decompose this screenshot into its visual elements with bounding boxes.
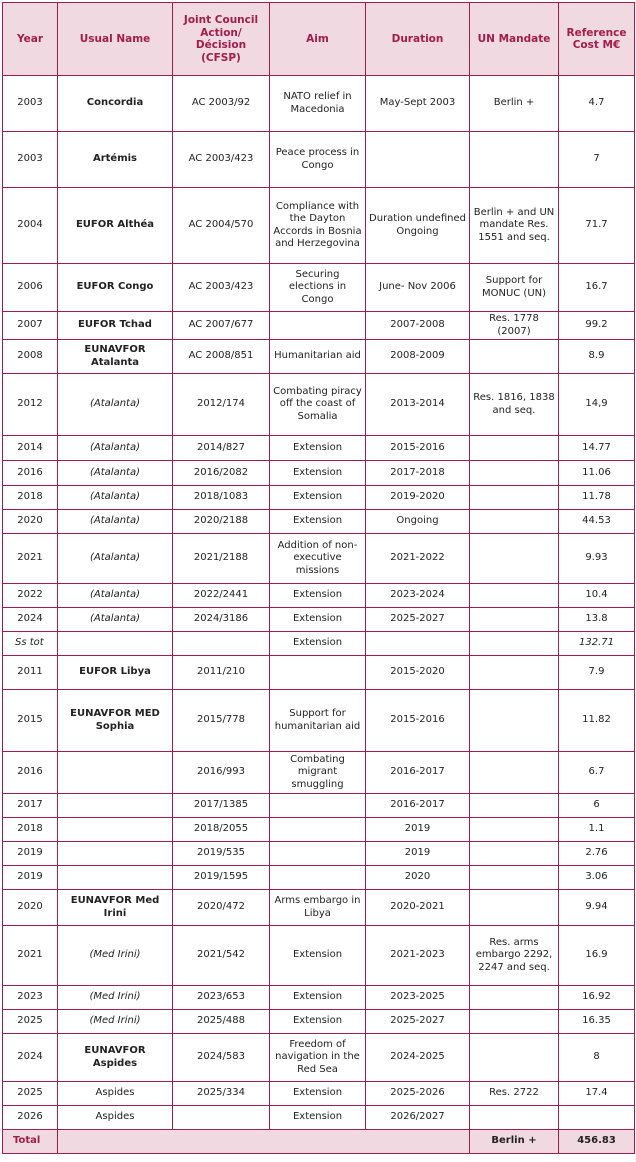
council-action-cell: 2015/778 [173, 690, 270, 752]
council-action-cell: 2019/535 [173, 842, 270, 866]
duration-cell: 2025-2027 [366, 608, 470, 632]
un-mandate-cell [470, 340, 559, 374]
usual-name-cell [58, 866, 173, 890]
un-mandate-cell [470, 510, 559, 534]
aim-cell: Extension [270, 1010, 366, 1034]
aim-cell: Extension [270, 584, 366, 608]
aim-cell: Arms embargo in Libya [270, 890, 366, 926]
usual-name-cell [58, 752, 173, 794]
reference-cost-cell: 44.53 [559, 510, 635, 534]
table-row [3, 76, 635, 132]
un-mandate-cell: Res. 1778 (2007) [470, 312, 559, 340]
un-mandate-cell [470, 436, 559, 461]
council-action-cell: 2020/2188 [173, 510, 270, 534]
aim-cell: Extension [270, 632, 366, 656]
header-row [3, 3, 635, 76]
usual-name-cell [58, 794, 173, 818]
council-action-cell: 2018/2055 [173, 818, 270, 842]
usual-name-cell: (Med Irini) [58, 926, 173, 986]
un-mandate-cell [470, 584, 559, 608]
council-action-cell: 2025/488 [173, 1010, 270, 1034]
table-row [3, 818, 635, 842]
year-cell: 2019 [3, 842, 58, 866]
aim-cell: Humanitarian aid [270, 340, 366, 374]
usual-name-cell: Aspides [58, 1082, 173, 1106]
aim-cell: Freedom of navigation in the Red Sea [270, 1034, 366, 1082]
table-row [3, 340, 635, 374]
un-mandate-cell [470, 690, 559, 752]
un-mandate-cell [470, 752, 559, 794]
total-spacer [58, 1130, 470, 1154]
usual-name-cell: EUNAVFOR Atalanta [58, 340, 173, 374]
year-cell: 2025 [3, 1010, 58, 1034]
reference-cost-cell: 16.9 [559, 926, 635, 986]
year-cell: 2017 [3, 794, 58, 818]
reference-cost-cell [559, 1106, 635, 1130]
un-mandate-cell [470, 890, 559, 926]
duration-cell: June- Nov 2006 [366, 264, 470, 312]
council-action-cell: 2014/827 [173, 436, 270, 461]
duration-cell: 2024-2025 [366, 1034, 470, 1082]
un-mandate-cell [470, 486, 559, 510]
usual-name-cell: Concordia [58, 76, 173, 132]
duration-cell: 2015-2016 [366, 690, 470, 752]
duration-cell: 2016-2017 [366, 752, 470, 794]
header-un-mandate: UN Mandate [470, 3, 559, 76]
year-cell: Ss tot [3, 632, 58, 656]
usual-name-cell: EUNAVFOR MED Sophia [58, 690, 173, 752]
reference-cost-cell: 9.93 [559, 534, 635, 584]
usual-name-cell: (Atalanta) [58, 584, 173, 608]
un-mandate-cell: Res. 2722 [470, 1082, 559, 1106]
duration-cell: 2019 [366, 818, 470, 842]
year-cell: 2018 [3, 818, 58, 842]
year-cell: 2026 [3, 1106, 58, 1130]
aim-cell [270, 842, 366, 866]
aim-cell: Peace process in Congo [270, 132, 366, 188]
council-action-cell: AC 2008/851 [173, 340, 270, 374]
duration-cell [366, 632, 470, 656]
operations-table [2, 2, 635, 1154]
year-cell: 2015 [3, 690, 58, 752]
reference-cost-cell: 10.4 [559, 584, 635, 608]
aim-cell: Extension [270, 1082, 366, 1106]
table-row [3, 986, 635, 1010]
year-cell: 2003 [3, 76, 58, 132]
un-mandate-cell [470, 986, 559, 1010]
table-row [3, 486, 635, 510]
aim-cell [270, 866, 366, 890]
council-action-cell: 2021/542 [173, 926, 270, 986]
reference-cost-cell: 11.06 [559, 461, 635, 486]
reference-cost-cell: 11.82 [559, 690, 635, 752]
year-cell: 2021 [3, 926, 58, 986]
duration-cell: 2021-2022 [366, 534, 470, 584]
reference-cost-cell: 16.35 [559, 1010, 635, 1034]
duration-cell: 2023-2024 [366, 584, 470, 608]
year-cell: 2024 [3, 608, 58, 632]
council-action-cell: 2016/2082 [173, 461, 270, 486]
council-action-cell: 2023/653 [173, 986, 270, 1010]
usual-name-cell [58, 632, 173, 656]
table-row [3, 1010, 635, 1034]
un-mandate-cell: Res. 1816, 1838 and seq. [470, 374, 559, 436]
council-action-cell: 2025/334 [173, 1082, 270, 1106]
council-action-cell: AC 2004/570 [173, 188, 270, 264]
council-action-cell: 2022/2441 [173, 584, 270, 608]
year-cell: 2020 [3, 510, 58, 534]
duration-cell: 2019 [366, 842, 470, 866]
table-row [3, 374, 635, 436]
un-mandate-cell [470, 632, 559, 656]
year-cell: 2022 [3, 584, 58, 608]
usual-name-cell: (Atalanta) [58, 374, 173, 436]
usual-name-cell: EUNAVFOR Aspides [58, 1034, 173, 1082]
reference-cost-cell: 16.7 [559, 264, 635, 312]
council-action-cell: 2018/1083 [173, 486, 270, 510]
aim-cell [270, 312, 366, 340]
aim-cell: Securing elections in Congo [270, 264, 366, 312]
usual-name-cell: Artémis [58, 132, 173, 188]
total-cost: 456.83 [559, 1130, 635, 1154]
reference-cost-cell: 8.9 [559, 340, 635, 374]
usual-name-cell: EUFOR Althéa [58, 188, 173, 264]
usual-name-cell: (Med Irini) [58, 1010, 173, 1034]
council-action-cell: 2019/1595 [173, 866, 270, 890]
year-cell: 2018 [3, 486, 58, 510]
un-mandate-cell [470, 1010, 559, 1034]
un-mandate-cell: Berlin + and UN mandate Res. 1551 and seq. [470, 188, 559, 264]
usual-name-cell: (Atalanta) [58, 436, 173, 461]
reference-cost-cell: 6 [559, 794, 635, 818]
table-row [3, 510, 635, 534]
council-action-cell: 2021/2188 [173, 534, 270, 584]
year-cell: 2006 [3, 264, 58, 312]
table-row [3, 890, 635, 926]
reference-cost-cell: 1.1 [559, 818, 635, 842]
year-cell: 2024 [3, 1034, 58, 1082]
aim-cell: Extension [270, 1106, 366, 1130]
duration-cell: 2025-2026 [366, 1082, 470, 1106]
reference-cost-cell: 7 [559, 132, 635, 188]
aim-cell: Combating piracy off the coast of Somalia [270, 374, 366, 436]
duration-cell: 2015-2020 [366, 656, 470, 690]
reference-cost-cell: 4.7 [559, 76, 635, 132]
reference-cost-cell: 6.7 [559, 752, 635, 794]
total-label: Total [3, 1130, 58, 1154]
aim-cell [270, 656, 366, 690]
duration-cell [366, 132, 470, 188]
table-row [3, 312, 635, 340]
table-row [3, 1034, 635, 1082]
aim-cell: Combating migrant smuggling [270, 752, 366, 794]
duration-cell: 2016-2017 [366, 794, 470, 818]
reference-cost-cell: 14.77 [559, 436, 635, 461]
council-action-cell: AC 2003/423 [173, 264, 270, 312]
reference-cost-cell: 9.94 [559, 890, 635, 926]
table-row [3, 656, 635, 690]
reference-cost-cell: 14,9 [559, 374, 635, 436]
aim-cell: Extension [270, 461, 366, 486]
duration-cell: May-Sept 2003 [366, 76, 470, 132]
aim-cell: Extension [270, 486, 366, 510]
duration-cell: 2008-2009 [366, 340, 470, 374]
reference-cost-cell: 71.7 [559, 188, 635, 264]
duration-cell: 2025-2027 [366, 1010, 470, 1034]
duration-cell: 2007-2008 [366, 312, 470, 340]
council-action-cell: 2024/3186 [173, 608, 270, 632]
usual-name-cell: (Atalanta) [58, 510, 173, 534]
aim-cell: NATO relief in Macedonia [270, 76, 366, 132]
year-cell: 2004 [3, 188, 58, 264]
un-mandate-cell [470, 461, 559, 486]
un-mandate-cell [470, 534, 559, 584]
duration-cell: 2019-2020 [366, 486, 470, 510]
header-council-action: Joint Council Action/ Décision (CFSP) [173, 3, 270, 76]
un-mandate-cell [470, 1034, 559, 1082]
usual-name-cell: (Atalanta) [58, 486, 173, 510]
table-row [3, 866, 635, 890]
total-row [3, 1130, 635, 1154]
table-row [3, 264, 635, 312]
duration-cell: 2015-2016 [366, 436, 470, 461]
aim-cell [270, 818, 366, 842]
aim-cell: Support for humanitarian aid [270, 690, 366, 752]
usual-name-cell: EUNAVFOR Med Irini [58, 890, 173, 926]
council-action-cell: 2024/583 [173, 1034, 270, 1082]
reference-cost-cell: 132.71 [559, 632, 635, 656]
year-cell: 2014 [3, 436, 58, 461]
un-mandate-cell [470, 608, 559, 632]
reference-cost-cell: 99.2 [559, 312, 635, 340]
un-mandate-cell [470, 842, 559, 866]
subtotal-row [3, 632, 635, 656]
un-mandate-cell: Support for MONUC (UN) [470, 264, 559, 312]
table-row [3, 534, 635, 584]
table-row [3, 436, 635, 461]
aim-cell: Extension [270, 608, 366, 632]
duration-cell: 2020 [366, 866, 470, 890]
un-mandate-cell [470, 132, 559, 188]
reference-cost-cell: 3.06 [559, 866, 635, 890]
council-action-cell [173, 1106, 270, 1130]
usual-name-cell: (Atalanta) [58, 534, 173, 584]
un-mandate-cell: Res. arms embargo 2292, 2247 and seq. [470, 926, 559, 986]
council-action-cell: 2017/1385 [173, 794, 270, 818]
year-cell: 2025 [3, 1082, 58, 1106]
aim-cell: Extension [270, 926, 366, 986]
table-row [3, 188, 635, 264]
table-row [3, 842, 635, 866]
un-mandate-cell [470, 1106, 559, 1130]
council-action-cell: AC 2007/677 [173, 312, 270, 340]
council-action-cell: 2016/993 [173, 752, 270, 794]
duration-cell: Ongoing [366, 510, 470, 534]
usual-name-cell [58, 818, 173, 842]
duration-cell: 2023-2025 [366, 986, 470, 1010]
table-row [3, 461, 635, 486]
council-action-cell: AC 2003/92 [173, 76, 270, 132]
usual-name-cell: (Atalanta) [58, 461, 173, 486]
table-row [3, 584, 635, 608]
reference-cost-cell: 17.4 [559, 1082, 635, 1106]
usual-name-cell: EUFOR Tchad [58, 312, 173, 340]
header-year: Year [3, 3, 58, 76]
usual-name-cell: (Med Irini) [58, 986, 173, 1010]
table-body [3, 76, 635, 1154]
table-row [3, 132, 635, 188]
duration-cell: 2017-2018 [366, 461, 470, 486]
table-row [3, 752, 635, 794]
un-mandate-cell [470, 818, 559, 842]
header-usual-name: Usual Name [58, 3, 173, 76]
un-mandate-cell [470, 866, 559, 890]
duration-cell: 2020-2021 [366, 890, 470, 926]
un-mandate-cell [470, 656, 559, 690]
header-duration: Duration [366, 3, 470, 76]
council-action-cell: AC 2003/423 [173, 132, 270, 188]
un-mandate-cell: Berlin + [470, 76, 559, 132]
reference-cost-cell: 16.92 [559, 986, 635, 1010]
total-un-mandate: Berlin + [470, 1130, 559, 1154]
usual-name-cell: EUFOR Congo [58, 264, 173, 312]
year-cell: 2016 [3, 752, 58, 794]
duration-cell: 2021-2023 [366, 926, 470, 986]
aim-cell: Extension [270, 436, 366, 461]
usual-name-cell: Aspides [58, 1106, 173, 1130]
council-action-cell: 2020/472 [173, 890, 270, 926]
table-row [3, 926, 635, 986]
usual-name-cell [58, 842, 173, 866]
year-cell: 2012 [3, 374, 58, 436]
header-aim: Aim [270, 3, 366, 76]
header-reference-cost: Reference Cost M€ [559, 3, 635, 76]
aim-cell: Extension [270, 986, 366, 1010]
table-row [3, 690, 635, 752]
year-cell: 2003 [3, 132, 58, 188]
aim-cell: Compliance with the Dayton Accords in Bosnia and Herzegovina [270, 188, 366, 264]
year-cell: 2020 [3, 890, 58, 926]
usual-name-cell: (Atalanta) [58, 608, 173, 632]
year-cell: 2016 [3, 461, 58, 486]
aim-cell: Addition of non-executive missions [270, 534, 366, 584]
duration-cell: Duration undefined Ongoing [366, 188, 470, 264]
year-cell: 2008 [3, 340, 58, 374]
usual-name-cell: EUFOR Libya [58, 656, 173, 690]
table-row [3, 1106, 635, 1130]
council-action-cell: 2012/174 [173, 374, 270, 436]
council-action-cell [173, 632, 270, 656]
reference-cost-cell: 11.78 [559, 486, 635, 510]
reference-cost-cell: 2.76 [559, 842, 635, 866]
year-cell: 2007 [3, 312, 58, 340]
table-row [3, 794, 635, 818]
aim-cell [270, 794, 366, 818]
year-cell: 2023 [3, 986, 58, 1010]
duration-cell: 2013-2014 [366, 374, 470, 436]
reference-cost-cell: 13.8 [559, 608, 635, 632]
table-row [3, 1082, 635, 1106]
table-row [3, 608, 635, 632]
duration-cell: 2026/2027 [366, 1106, 470, 1130]
year-cell: 2021 [3, 534, 58, 584]
reference-cost-cell: 7.9 [559, 656, 635, 690]
year-cell: 2011 [3, 656, 58, 690]
year-cell: 2019 [3, 866, 58, 890]
reference-cost-cell: 8 [559, 1034, 635, 1082]
aim-cell: Extension [270, 510, 366, 534]
council-action-cell: 2011/210 [173, 656, 270, 690]
un-mandate-cell [470, 794, 559, 818]
